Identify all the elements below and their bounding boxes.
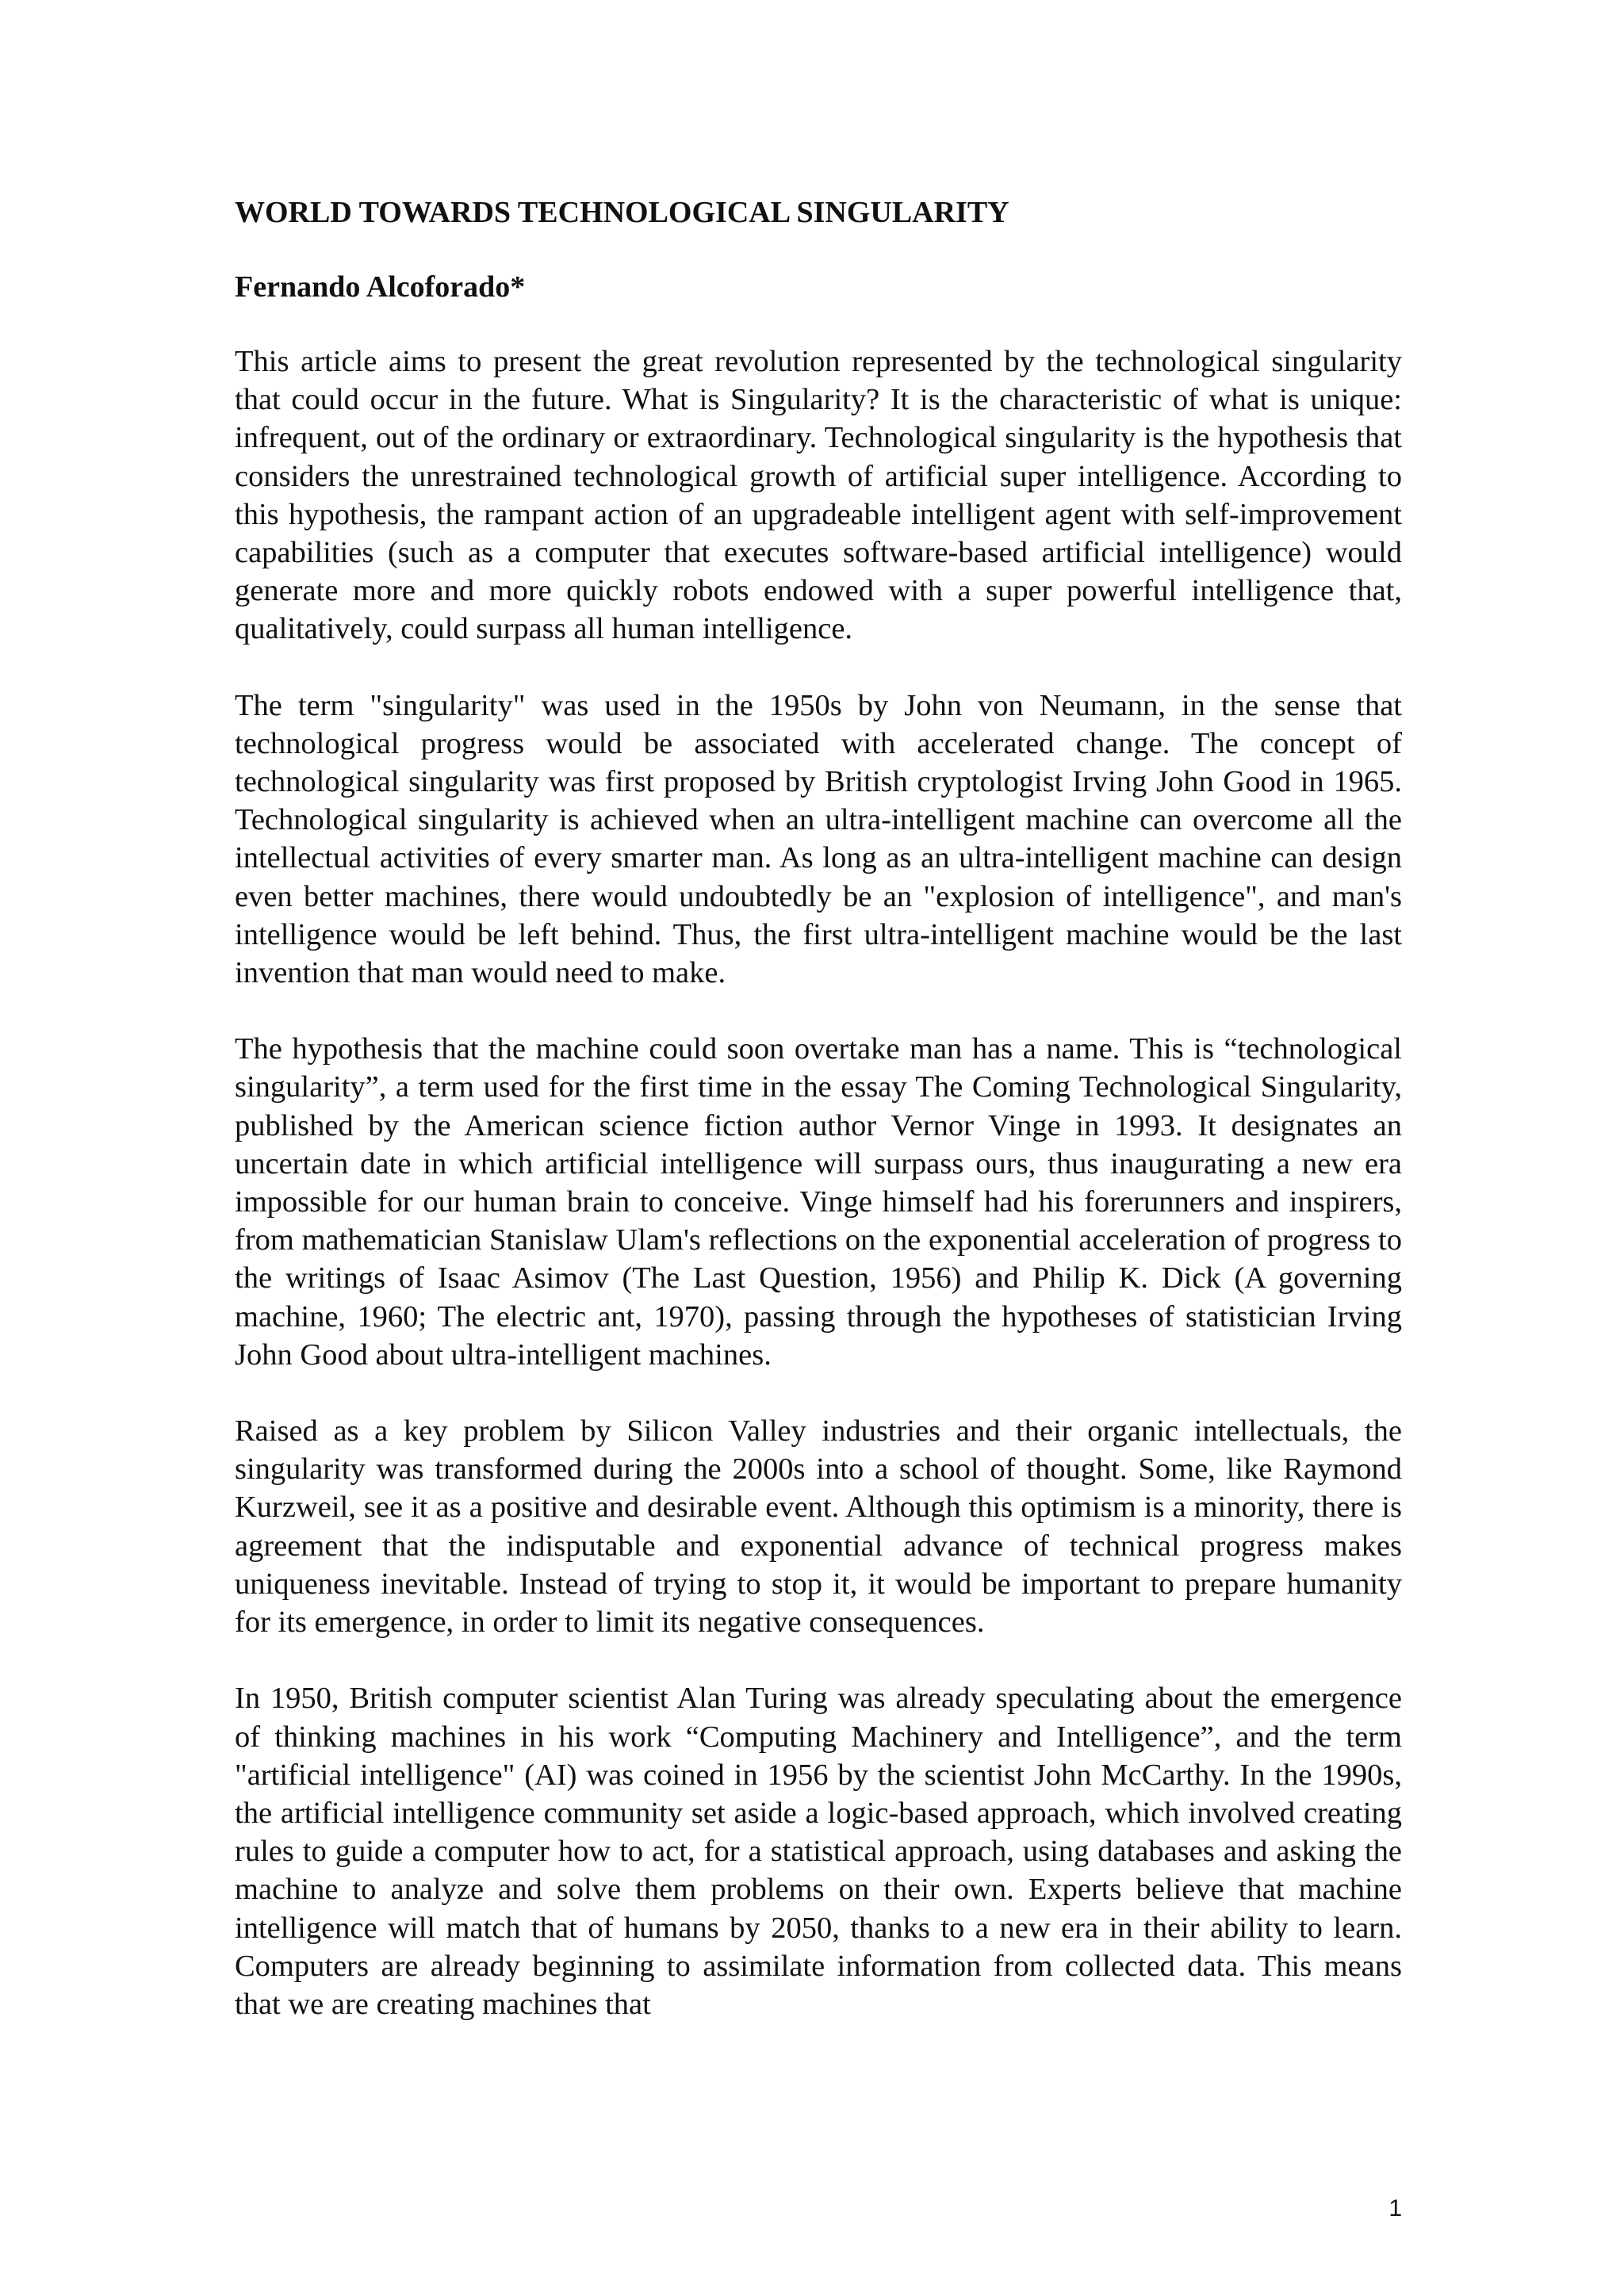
paragraph: The hypothesis that the machine could soon overtake man has a name. This is “technological singularity”, a term used for the first time in the essay The Coming Technological Singularity, published by the American science fiction author Vernor Vinge in 1993. It designates an uncertain date in which artificial intelligence will surpass ours, thus inaugurating a new era impossible for our human brain to conceive. Vinge himself had his forerunners and inspirers, from mathematician Stanislaw Ulam's reflections on the exponential acceleration of progress to the writings of Isaac Asimov (The Last Question, 1956) and Philip K. Dick (A governing machine, 1960; The electric ant, 1970), passing through the hypotheses of statistician Irving John Good about ultra-intelligent machines.	[235, 1032, 1402, 1372]
paragraph: The term "singularity" was used in the 1950s by John von Neumann, in the sense that technological progress would be associated with accelerated change. The concept of technological singularity was first proposed by British cryptologist Irving John Good in 1965. Technological singularity is achieved when an ultra-intelligent machine can overcome all the intellectual activities of every smarter man. As long as an ultra-intelligent machine can design even better machines, there would undoubtedly be an "explosion of intelligence", and man's intelligence would be left behind. Thus, the first ultra-intelligent machine would be the last invention that man would need to make.	[235, 688, 1402, 990]
article-title: WORLD TOWARDS TECHNOLOGICAL SINGULARITY	[235, 196, 1009, 229]
article-body	[235, 193, 1402, 2023]
article-author: Fernando Alcoforado*	[235, 270, 526, 304]
page-number: 1	[1388, 2195, 1402, 2221]
paragraph: In 1950, British computer scientist Alan Turing was already speculating about the emergence of thinking machines in his work “Computing Machinery and Intelligence”, and the term "artificial intelligence" (AI) was coined in 1956 by the scientist John McCarthy. In the 1990s, the artificial intelligence community set aside a logic-based approach, which involved creating rules to guide a computer how to act, for a statistical approach, using databases and asking the machine to analyze and solve them problems on their own. Experts believe that machine intelligence will match that of humans by 2050, thanks to a new era in their ability to learn. Computers are already beginning to assimilate information from collected data. This means that we are creating machines that	[235, 1682, 1402, 2021]
paragraph: This article aims to present the great revolution represented by the technological singularity that could occur in the future. What is Singularity? It is the characteristic of what is unique: infrequent, out of the ordinary or extraordinary. Technological singularity is the hypothesis that considers the unrestrained technological growth of artificial super intelligence. According to this hypothesis, the rampant action of an upgradeable intelligent agent with self-improvement capabilities (such as a computer that executes software-based artificial intelligence) would generate more and more quickly robots endowed with a super powerful intelligence that, qualitatively, could surpass all human intelligence.	[235, 345, 1402, 646]
paragraph: Raised as a key problem by Silicon Valley industries and their organic intellectuals, the singularity was transformed during the 2000s into a school of thought. Some, like Raymond Kurzweil, see it as a positive and desirable event. Although this optimism is a minority, there is agreement that the indisputable and exponential advance of technical progress makes uniqueness inevitable. Instead of trying to stop it, it would be important to prepare humanity for its emergence, in order to limit its negative consequences.	[235, 1414, 1402, 1640]
